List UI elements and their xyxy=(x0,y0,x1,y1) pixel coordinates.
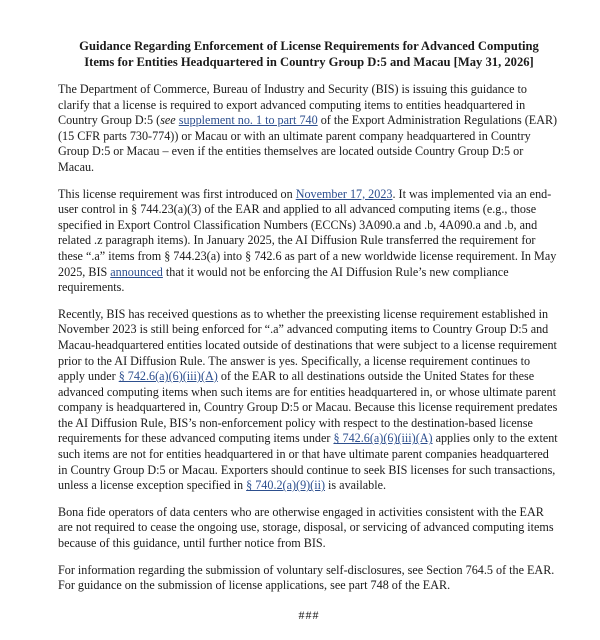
paragraph-clarification xyxy=(58,307,560,494)
link-supplement-no-1-part-740[interactable]: supplement no. 1 to part 740 xyxy=(178,113,318,128)
history-text-1: This license requirement was first introduced on xyxy=(58,186,296,201)
paragraph-intro xyxy=(58,82,560,176)
clarification-text-1: Recently, BIS has received questions as to whether the preexisting license requirement established in November 2023 is still being enforced for “.a” advanced computing items to Country Group D:5 and Macau-headquartered entities located outside of destinations that were subject to a license requirement prior to the AI Diffusion Rule. The answer is yes. Specifically, a license requirement continues to apply under xyxy=(58,306,557,384)
history-text-3: that it would not be enforcing the AI Diffusion Rule’s new compliance requirements. xyxy=(58,264,509,295)
intro-text-1: The Department of Commerce, Bureau of Industry and Security (BIS) is issuing this guidance to clarify that a license is required to export advanced computing items to entities headquartered in Country Group D:5 ( xyxy=(58,82,527,128)
link-november-17-2023[interactable]: November 17, 2023 xyxy=(295,186,393,201)
title-line-2: Items for Entities Headquartered in Country Group D:5 and Macau [May 31, 2026] xyxy=(84,55,534,69)
link-announced[interactable]: announced xyxy=(110,264,163,279)
intro-see-emphasis: see xyxy=(160,113,176,128)
end-of-document-mark: ### xyxy=(298,607,320,622)
link-742-6-a-6-iii-a-second[interactable]: § 742.6(a)(6)(iii)(A) xyxy=(333,431,433,446)
link-742-6-a-6-iii-a-first[interactable]: § 742.6(a)(6)(iii)(A) xyxy=(118,369,218,384)
title-line-1: Guidance Regarding Enforcement of License Requirements for Advanced Computing xyxy=(79,39,539,53)
paragraph-history xyxy=(58,187,560,296)
paragraph-further-info: For information regarding the submission of voluntary self-disclosures, see Section 764.5 of the EAR. For guidance on the submission of license applications, see part 748 of the EAR. xyxy=(58,562,555,593)
clarification-text-2: of the EAR to all destinations outside the United States for these advanced computing items when such items are for entities headquartered in, or whose ultimate parent company is headquartered in, Country Group D:5 or Macau. Because this license requirement predates the AI Diffusion Rule, BIS’s non-enforcement policy with respect to the destination-based license requirements for these advanced computing items under xyxy=(58,369,558,446)
document-title xyxy=(58,38,560,70)
paragraph-data-centers: Bona fide operators of data centers who are otherwise engaged in activities consistent with the EAR are not required to cease the ongoing use, storage, disposal, or servicing of advanced computing items because of this guidance, until further notice from BIS. xyxy=(58,504,554,551)
clarification-text-4: is available. xyxy=(325,478,387,493)
history-text-2: . It was implemented via an end-user control in § 744.23(a)(3) of the EAR and applied to all advanced computing items (e.g., those specified in Export Control Classification Numbers (ECCNs) 3A090.a and .b, 4A090.a and .b, and related .z paragraph items). In January 2025, the AI Diffusion Rule transferred the requirement for these “.a” items from § 744.23(a) into § 742.6 as part of a new worldwide license requirement. In May 2025, BIS xyxy=(58,186,557,279)
link-740-2-a-9-ii[interactable]: § 740.2(a)(9)(ii) xyxy=(246,478,326,493)
clarification-text-3: applies only to the extent such items are not for entities headquartered in or that have ultimate parent companies headquartered in Country Group D:5 or Macau. Exporters should continue to seek BIS licenses for such transactions, unless a license exception specified in xyxy=(58,431,558,493)
intro-text-2: of the Export Administration Regulations (EAR) (15 CFR parts 730-774)) or Macau or with an ultimate parent company headquartered in Country Group D:5 or Macau – even if the entities themselves are located outside Country Group D:5 or Macau. xyxy=(58,113,558,174)
